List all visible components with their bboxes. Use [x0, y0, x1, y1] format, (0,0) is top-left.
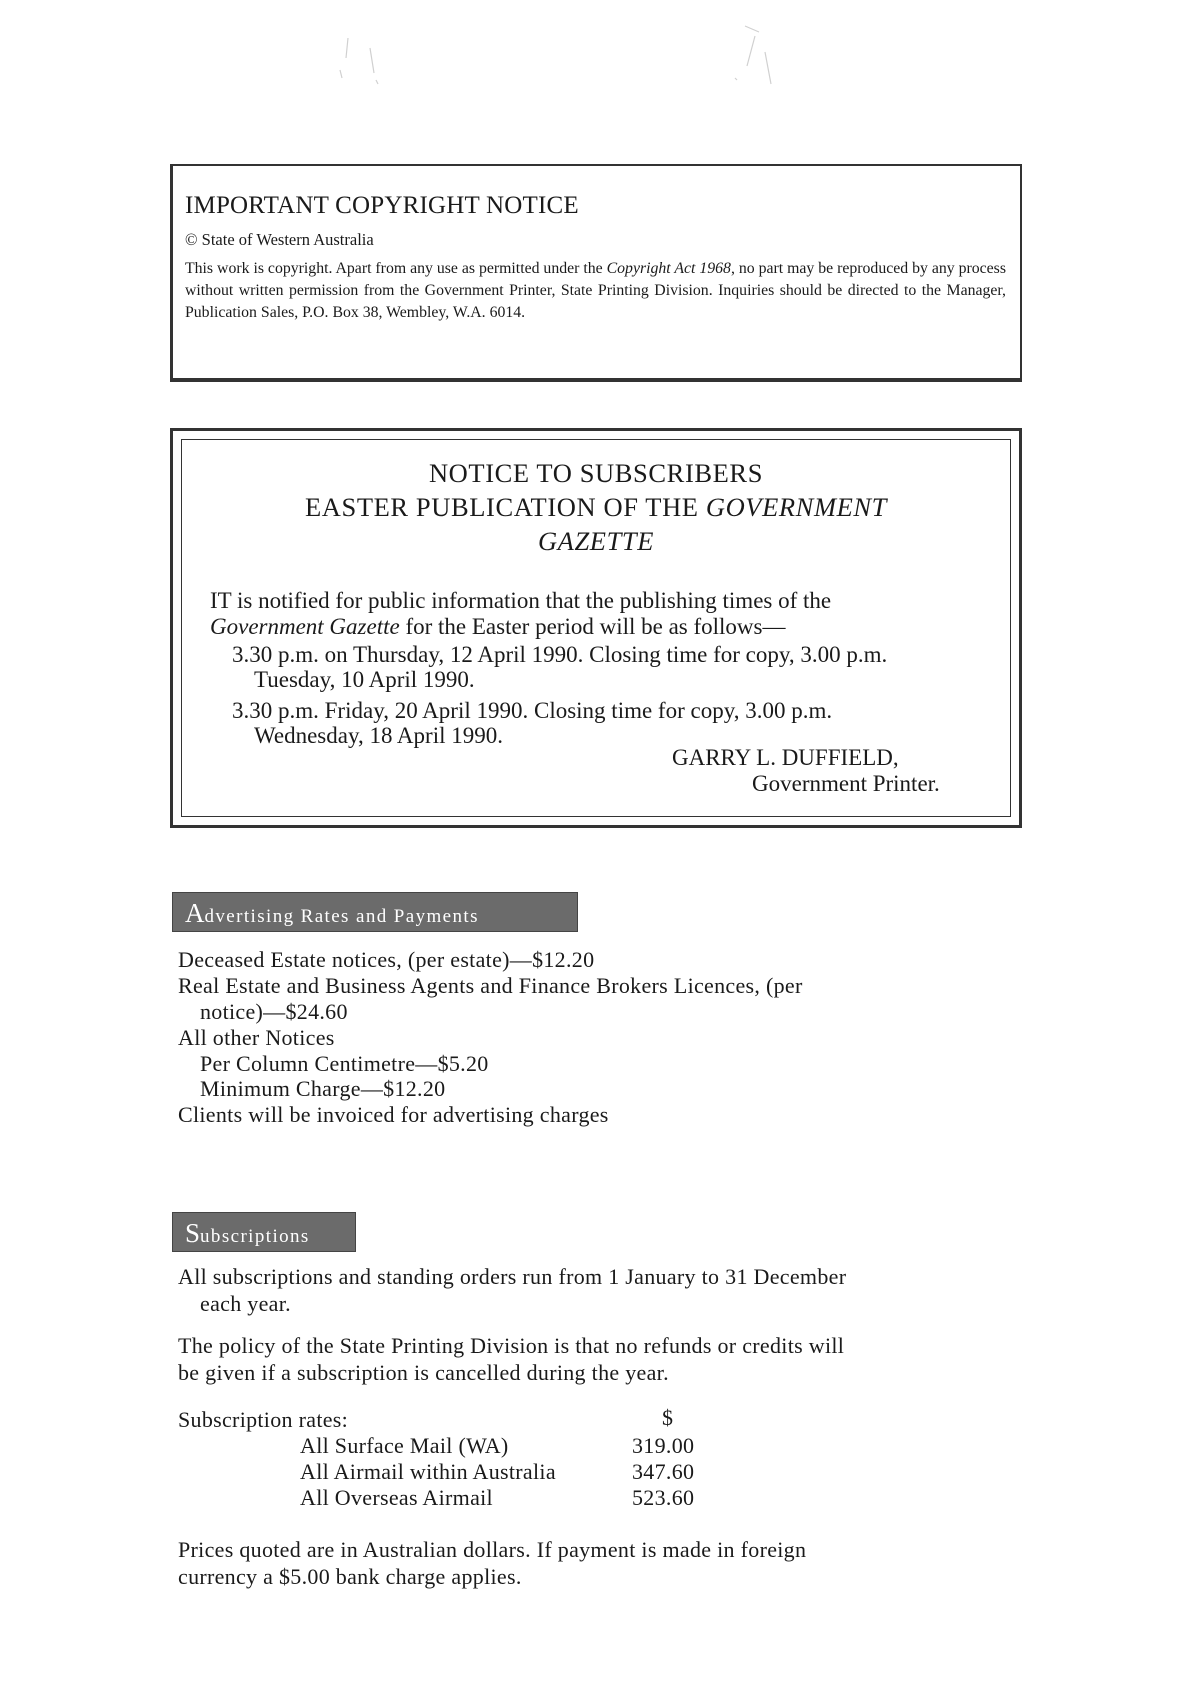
advertising-tag-cap: A	[185, 898, 205, 928]
subscription-rates-label: Subscription rates:	[178, 1407, 349, 1432]
notice-item2-line2: Wednesday, 18 April 1990.	[254, 723, 503, 748]
scan-mark-icon	[725, 18, 785, 88]
advertising-line: All other Notices	[178, 1025, 335, 1050]
rate-amount: 523.60	[632, 1485, 695, 1510]
subscriptions-para1-line2: each year.	[200, 1291, 291, 1316]
copyright-title: IMPORTANT COPYRIGHT NOTICE	[185, 192, 579, 219]
notice-gazette-name: Government Gazette	[210, 614, 400, 639]
copyright-text-after: , no part may be reproduced by any process without written permission from the Government Printer, State Printing Division. Inquiries should be directed to the Manager, Publication Sales, P.O. Box 38, Wembley, W.A. 6014.	[185, 260, 1006, 321]
subscriptions-para1-line1: All subscriptions and standing orders run from 1 January to 31 December	[178, 1264, 847, 1289]
signatory-name: GARRY L. DUFFIELD,	[672, 745, 899, 770]
advertising-tag-rest: dvertising Rates and Payments	[204, 906, 479, 927]
signatory-title: Government Printer.	[752, 771, 940, 796]
notice-heading-gazette: GAZETTE	[537, 526, 655, 556]
notice-to-subscribers-box	[170, 428, 1022, 828]
notice-item2-line1: 3.30 p.m. Friday, 20 April 1990. Closing time for copy, 3.00 p.m.	[232, 698, 833, 723]
notice-intro-line1: IT is notified for public information that the publishing times of the	[210, 588, 832, 613]
currency-symbol: $	[662, 1405, 674, 1430]
rate-label: All Overseas Airmail	[300, 1485, 493, 1510]
subscriptions-tag-cap: S	[185, 1218, 201, 1248]
notice-heading-line2	[182, 492, 1010, 523]
subscriptions-tag-rest: ubscriptions	[200, 1226, 310, 1247]
advertising-line: Clients will be invoiced for advertising charges	[178, 1102, 609, 1127]
notice-heading-italic: GOVERNMENT	[705, 492, 888, 522]
notice-heading-line3	[182, 526, 1010, 557]
advertising-line: Minimum Charge—$12.20	[200, 1076, 446, 1101]
rate-amount: 319.00	[632, 1433, 695, 1458]
notice-heading-plain: EASTER PUBLICATION OF THE	[304, 492, 706, 522]
notice-item1-line2: Tuesday, 10 April 1990.	[254, 667, 475, 692]
scan-mark-icon	[330, 18, 390, 88]
copyright-notice-box	[170, 164, 1022, 382]
copyright-owner: © State of Western Australia	[185, 230, 374, 249]
rate-amount: 347.60	[632, 1459, 695, 1484]
notice-heading-line1: NOTICE TO SUBSCRIBERS	[428, 458, 764, 488]
advertising-line: Per Column Centimetre—$5.20	[200, 1051, 489, 1076]
subscriptions-para3-line1: Prices quoted are in Australian dollars. If payment is made in foreign	[178, 1537, 807, 1562]
subscriptions-section-tag	[172, 1212, 356, 1252]
subscriptions-para3-line2: currency a $5.00 bank charge applies.	[178, 1564, 522, 1589]
notice-item1-line1: 3.30 p.m. on Thursday, 12 April 1990. Closing time for copy, 3.00 p.m.	[232, 642, 888, 667]
rate-label: All Surface Mail (WA)	[300, 1433, 509, 1458]
notice-inner-frame	[181, 439, 1011, 817]
advertising-line: Deceased Estate notices, (per estate)—$12.20	[178, 947, 595, 972]
notice-intro-rest: for the Easter period will be as follows—	[399, 614, 786, 639]
copyright-text	[185, 258, 1006, 324]
subscriptions-para2-line1: The policy of the State Printing Division is that no refunds or credits will	[178, 1333, 845, 1358]
copyright-text-before: This work is copyright. Apart from any use as permitted under the	[185, 260, 607, 277]
advertising-line: Real Estate and Business Agents and Finance Brokers Licences, (per	[178, 973, 803, 998]
rate-label: All Airmail within Australia	[300, 1459, 556, 1484]
notice-intro-line2	[210, 614, 786, 640]
advertising-line: notice)—$24.60	[200, 999, 348, 1024]
copyright-act-name: Copyright Act 1968	[606, 260, 731, 277]
subscriptions-para2-line2: be given if a subscription is cancelled during the year.	[178, 1360, 669, 1385]
advertising-section-tag	[172, 892, 578, 932]
